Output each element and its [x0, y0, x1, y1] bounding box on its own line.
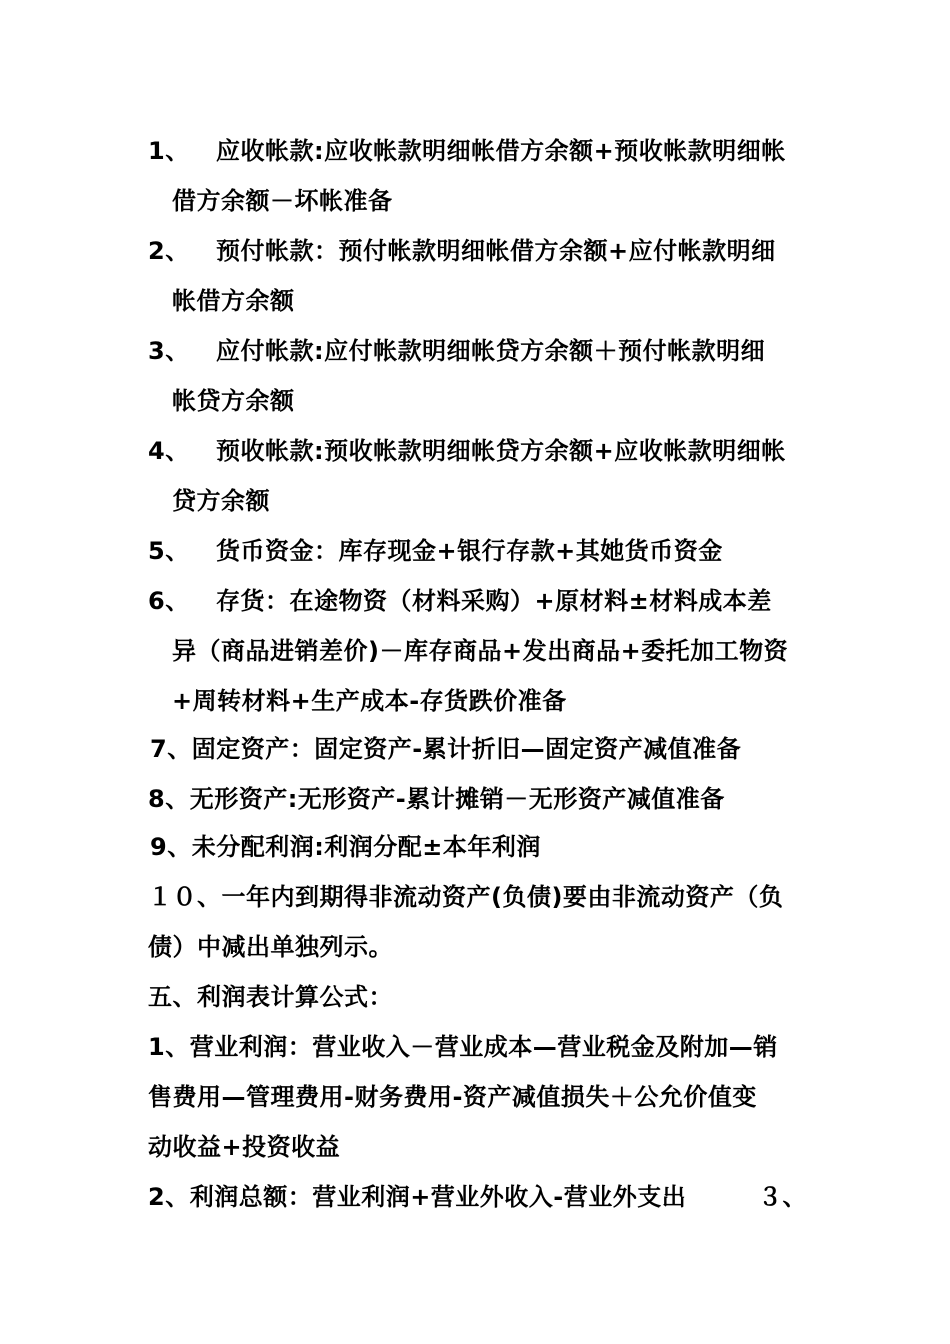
- item-text: 借方余额－坏帐准备: [172, 187, 393, 215]
- item-text: 2、利润总额：营业利润+营业外收入-营业外支出: [148, 1183, 687, 1211]
- item-text: 债）中减出单独列示。: [148, 933, 393, 961]
- item-2: [148, 236, 776, 266]
- item-1-continued: [172, 186, 393, 216]
- item-10: [148, 882, 783, 912]
- item-9: [150, 832, 541, 862]
- profit-item-1: [148, 1032, 778, 1062]
- item-number: 3、: [148, 337, 190, 365]
- item-text: 1、营业利润：营业收入－营业成本—营业税金及附加—销: [148, 1033, 778, 1061]
- item-number: ３、: [758, 1183, 807, 1211]
- item-text: 应收帐款:应收帐款明细帐借方余额+预收帐款明细帐: [216, 137, 786, 165]
- item-4-continued: [172, 486, 270, 516]
- item-text: 售费用—管理费用-财务费用-资产减值损失＋公允价值变: [148, 1083, 757, 1111]
- item-number: 6、: [148, 587, 190, 615]
- item-text: 货币资金：库存现金+银行存款+其她货币资金: [216, 537, 723, 565]
- profit-item-1-continued: [148, 1132, 340, 1162]
- profit-item-1-continued: [148, 1082, 757, 1112]
- profit-item-2: [148, 1182, 686, 1212]
- item-text: 贷方余额: [172, 487, 270, 515]
- item-number: 2、: [148, 237, 190, 265]
- item-text: 异（商品进销差价)－库存商品+发出商品+委托加工物资: [172, 637, 789, 665]
- item-number: 1、: [148, 137, 190, 165]
- item-1: [148, 136, 786, 166]
- item-6-continued: [172, 686, 567, 716]
- item-text: 存货：在途物资（材料采购）+原材料±材料成本差: [216, 587, 772, 615]
- item-text: 9、未分配利润:利润分配±本年利润: [150, 833, 541, 861]
- item-text: 7、固定资产：固定资产-累计折旧—固定资产减值准备: [150, 735, 742, 763]
- item-6: [148, 586, 772, 616]
- item-number: 4、: [148, 437, 190, 465]
- item-text: 帐借方余额: [172, 287, 295, 315]
- item-6-continued: [172, 636, 788, 666]
- item-3-continued: [172, 386, 295, 416]
- item-text: 8、无形资产:无形资产-累计摊销－无形资产减值准备: [148, 785, 725, 813]
- item-text: 预收帐款:预收帐款明细帐贷方余额+应收帐款明细帐: [216, 437, 786, 465]
- item-5: [148, 536, 723, 566]
- section-heading: [148, 982, 393, 1012]
- item-4: [148, 436, 786, 466]
- item-text: 应付帐款:应付帐款明细帐贷方余额＋预付帐款明细: [216, 337, 766, 365]
- profit-item-3-number: [758, 1182, 807, 1212]
- item-8: [148, 784, 725, 814]
- item-text: +周转材料+生产成本-存货跌价准备: [172, 687, 567, 715]
- item-text: 预付帐款：预付帐款明细帐借方余额+应付帐款明细: [216, 237, 776, 265]
- item-3: [148, 336, 765, 366]
- item-2-continued: [172, 286, 295, 316]
- item-text: 帐贷方余额: [172, 387, 295, 415]
- item-text: １０、一年内到期得非流动资产(负债)要由非流动资产（负: [148, 883, 784, 911]
- heading-text: 五、利润表计算公式：: [148, 983, 393, 1011]
- item-10-continued: [148, 932, 393, 962]
- item-number: 5、: [148, 537, 190, 565]
- item-text: 动收益+投资收益: [148, 1133, 341, 1161]
- item-7: [150, 734, 741, 764]
